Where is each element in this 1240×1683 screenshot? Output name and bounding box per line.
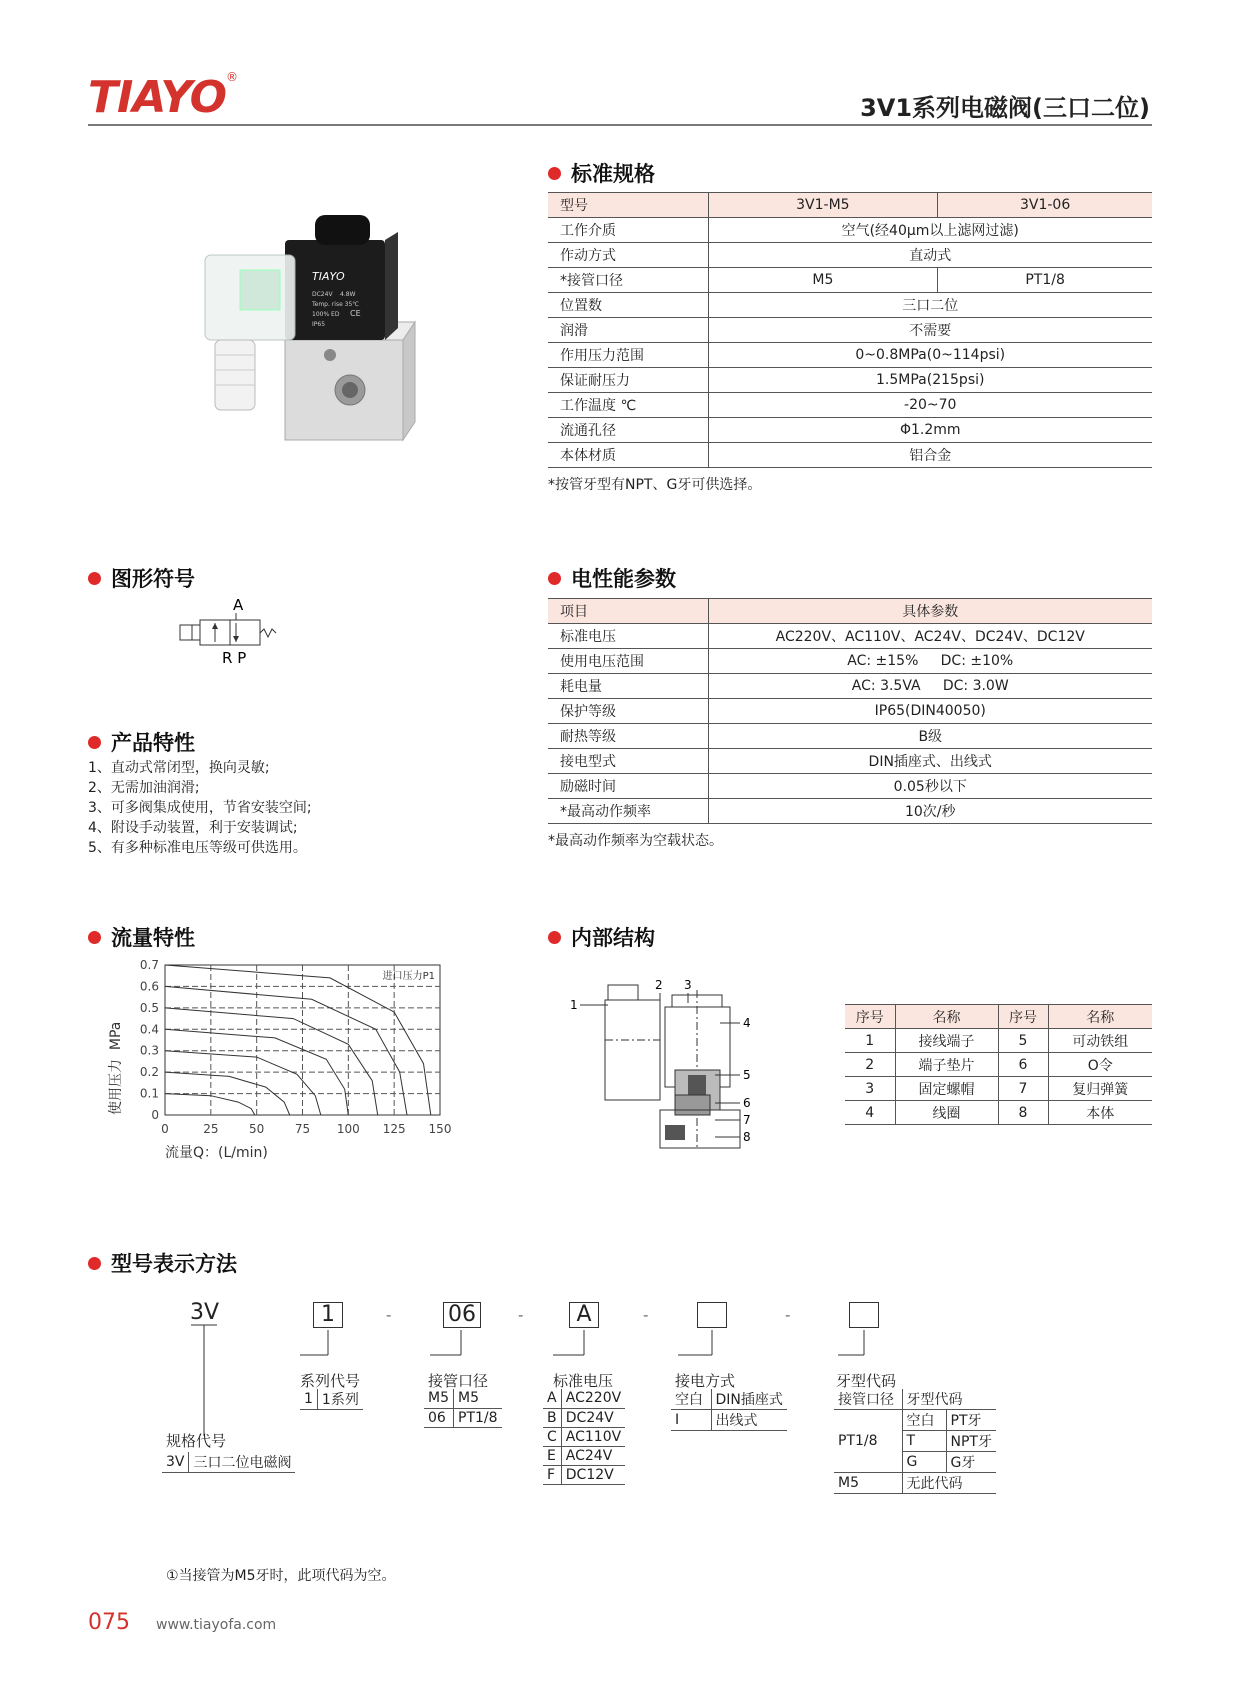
y-tick-label: 0.7	[139, 958, 159, 972]
callout-3: 3	[684, 978, 692, 992]
table-row: G G牙	[834, 1452, 996, 1473]
std-spec-head-2: 3V1-06	[938, 193, 1152, 218]
callout-1: 1	[570, 998, 578, 1012]
bullet-icon	[88, 572, 101, 585]
table-row: 耐热等级 B级	[548, 724, 1152, 749]
code-dash-1: -	[386, 1306, 392, 1324]
list-item: 3、可多阀集成使用，节省安装空间;	[88, 800, 312, 816]
table-row: 工作介质 空气(经40μm以上滤网过滤)	[548, 218, 1152, 243]
x-tick-label: 100	[336, 1122, 360, 1136]
table-row: C AC110V	[543, 1427, 625, 1446]
chart-annotation: 进口压力P1	[382, 971, 435, 982]
parts-table: 序号 名称 序号 名称 1 接线端子 5 可动铁组 2 端子垫片 6 O令 3 固定螺帽 7 复归弹簧 4 线圈 8 本体	[845, 1004, 1152, 1125]
table-row: 位置数 三口二位	[548, 293, 1152, 318]
table-row: 06 PT1/8	[424, 1408, 502, 1427]
code-box-port: 06	[443, 1302, 481, 1328]
series-line	[165, 965, 431, 1115]
std-spec-head-1: 3V1-M5	[708, 193, 938, 218]
callout-6: 6	[743, 1096, 751, 1110]
series-table	[300, 1389, 363, 1410]
features-heading: 产品特性	[88, 727, 195, 757]
y-tick-label: 0.1	[139, 1086, 159, 1101]
code-dash-2: -	[518, 1306, 524, 1324]
bullet-icon	[88, 736, 101, 749]
product-photo	[200, 210, 430, 450]
flow-chart	[100, 955, 460, 1160]
list-item: 5、有多种标准电压等级可供选用。	[88, 840, 307, 856]
x-tick-label: 125	[382, 1122, 406, 1136]
table-row: I 出线式	[671, 1410, 787, 1431]
structure-heading: 内部结构	[548, 922, 655, 952]
x-tick-label: 50	[249, 1122, 265, 1136]
table-row: 保证耐压力 1.5MPa(215psi)	[548, 368, 1152, 393]
elec-head-0: 项目	[548, 599, 708, 624]
std-spec-note: *按管牙型有NPT、G牙可供选择。	[548, 477, 762, 493]
table-row: 流通孔径 Φ1.2mm	[548, 418, 1152, 443]
bullet-icon	[548, 931, 561, 944]
coil-brand: TIAYO	[312, 270, 345, 283]
x-tick-label: 75	[294, 1122, 311, 1136]
page-number: 075	[88, 1610, 130, 1635]
y-axis-label: 使用压力 MPa	[108, 1021, 124, 1115]
symbol-heading: 图形符号	[88, 563, 195, 593]
voltage-title: 标准电压	[553, 1372, 614, 1390]
code-box-thread	[849, 1302, 879, 1328]
bullet-icon	[548, 167, 561, 180]
table-row: B DC24V	[543, 1408, 625, 1427]
y-tick-label: 0.2	[139, 1065, 159, 1080]
page-title: 3V1系列电磁阀(三口二位)	[860, 94, 1150, 122]
y-tick-label: 0.6	[139, 979, 159, 994]
x-axis-label: 流量Q：(L/min)	[165, 1145, 268, 1161]
x-tick-label: 150	[428, 1122, 452, 1136]
std-spec-heading: 标准规格	[548, 158, 655, 188]
callout-7: 7	[743, 1113, 751, 1127]
series-line	[165, 1094, 255, 1115]
table-row: 作动方式 直动式	[548, 243, 1152, 268]
table-row: T NPT牙	[834, 1431, 996, 1452]
structure-drawing	[570, 975, 780, 1150]
table-row: *最高动作频率 10次/秒	[548, 799, 1152, 824]
y-tick-label: 0	[151, 1108, 159, 1122]
wiring-title: 接电方式	[675, 1372, 736, 1390]
table-row: 本体材质 铝合金	[548, 443, 1152, 468]
table-row: M5 无此代码	[834, 1473, 996, 1494]
coil-spec-4: 100% ED	[312, 311, 340, 318]
code-3v: 3V	[190, 1300, 220, 1325]
list-item: 4、附设手动装置，利于安装调试;	[88, 820, 298, 836]
table-row: 励磁时间 0.05秒以下	[548, 774, 1152, 799]
elec-heading: 电性能参数	[548, 563, 676, 593]
model-heading: 型号表示方法	[88, 1248, 237, 1278]
table-row: 使用电压范围 AC: ±15% DC: ±10%	[548, 649, 1152, 674]
code-box-wiring	[697, 1302, 727, 1328]
table-row: 接电型式 DIN插座式、出线式	[548, 749, 1152, 774]
code-dash-3: -	[643, 1306, 649, 1324]
table-row: A AC220V	[543, 1389, 625, 1408]
table-row: 空白 DIN插座式	[671, 1389, 787, 1410]
elec-head-1: 具体参数	[708, 599, 1152, 624]
y-tick-label: 0.5	[139, 1000, 159, 1015]
table-row: F DC12V	[543, 1465, 625, 1484]
x-tick-label: 25	[203, 1122, 219, 1136]
table-row: E AC24V	[543, 1446, 625, 1465]
spec-code-table	[162, 1452, 295, 1473]
bullet-icon	[88, 1257, 101, 1270]
table-row: 3V 三口二位电磁阀	[162, 1452, 295, 1473]
code-box-voltage: A	[569, 1302, 599, 1328]
table-row: 作用压力范围 0~0.8MPa(0~114psi)	[548, 343, 1152, 368]
table-row: 接管口径 牙型代码	[834, 1389, 996, 1410]
header-divider	[88, 124, 1152, 126]
list-item: 2、无需加油润滑;	[88, 780, 200, 796]
std-spec-table	[548, 192, 1152, 468]
list-item: 1、直动式常闭型，换向灵敏;	[88, 760, 270, 776]
table-row: *接管口径 M5 PT1/8	[548, 268, 1152, 293]
features-list	[88, 758, 312, 858]
y-tick-label: 0.4	[139, 1022, 159, 1037]
table-row: 标准电压 AC220V、AC110V、AC24V、DC24V、DC12V	[548, 624, 1152, 649]
coil-spec-3: Temp. rise 35℃	[312, 301, 360, 308]
wiring-table	[671, 1389, 787, 1431]
table-row: 1 1系列	[300, 1389, 363, 1410]
bullet-icon	[548, 572, 561, 585]
y-tick-label: 0.3	[139, 1043, 159, 1058]
series-title: 系列代号	[300, 1372, 361, 1390]
std-spec-head-0: 型号	[548, 193, 708, 218]
table-row: 3 固定螺帽 7 复归弹簧	[845, 1077, 1152, 1101]
x-tick-label: 0	[161, 1122, 169, 1136]
coil-spec-1: DC24V	[312, 291, 333, 298]
symbol-port-a: A	[233, 596, 244, 614]
coil-spec-6: CE	[350, 309, 361, 318]
callout-5: 5	[743, 1068, 751, 1082]
table-row: M5 M5	[424, 1389, 502, 1408]
table-row: 工作温度 ℃ -20~70	[548, 393, 1152, 418]
elec-table	[548, 598, 1152, 824]
table-row: 润滑 不需要	[548, 318, 1152, 343]
port-table	[424, 1389, 502, 1428]
brand-logo: TIAYO	[88, 72, 227, 123]
table-row: 2 端子垫片 6 O令	[845, 1053, 1152, 1077]
table-row: 耗电量 AC: 3.5VA DC: 3.0W	[548, 674, 1152, 699]
footer-url: www.tiayofa.com	[156, 1617, 277, 1633]
table-row: 保护等级 IP65(DIN40050)	[548, 699, 1152, 724]
valve-symbol	[170, 595, 280, 665]
symbol-port-rp: R P	[222, 649, 247, 667]
series-line	[165, 1051, 321, 1115]
code-dash-4: -	[785, 1306, 791, 1324]
model-footnote: ①当接管为M5牙时，此项代码为空。	[166, 1568, 396, 1584]
table-row: 4 线圈 8 本体	[845, 1101, 1152, 1125]
callout-8: 8	[743, 1130, 751, 1144]
flow-heading: 流量特性	[88, 922, 195, 952]
voltage-table	[543, 1389, 625, 1485]
table-row: PT1/8 空白 PT牙	[834, 1410, 996, 1431]
thread-table	[834, 1389, 996, 1494]
port-title: 接管口径	[428, 1372, 489, 1390]
coil-spec-5: IP65	[312, 321, 326, 328]
code-box-series: 1	[313, 1302, 343, 1328]
spec-code-title: 规格代号	[166, 1432, 227, 1450]
thread-title: 牙型代码	[836, 1372, 897, 1390]
bullet-icon	[88, 931, 101, 944]
elec-note: *最高动作频率为空载状态。	[548, 833, 723, 849]
callout-2: 2	[655, 978, 663, 992]
coil-spec-2: 4.8W	[340, 291, 356, 298]
registered-mark: ®	[226, 70, 238, 84]
callout-4: 4	[743, 1016, 751, 1030]
table-row: 1 接线端子 5 可动铁组	[845, 1029, 1152, 1053]
